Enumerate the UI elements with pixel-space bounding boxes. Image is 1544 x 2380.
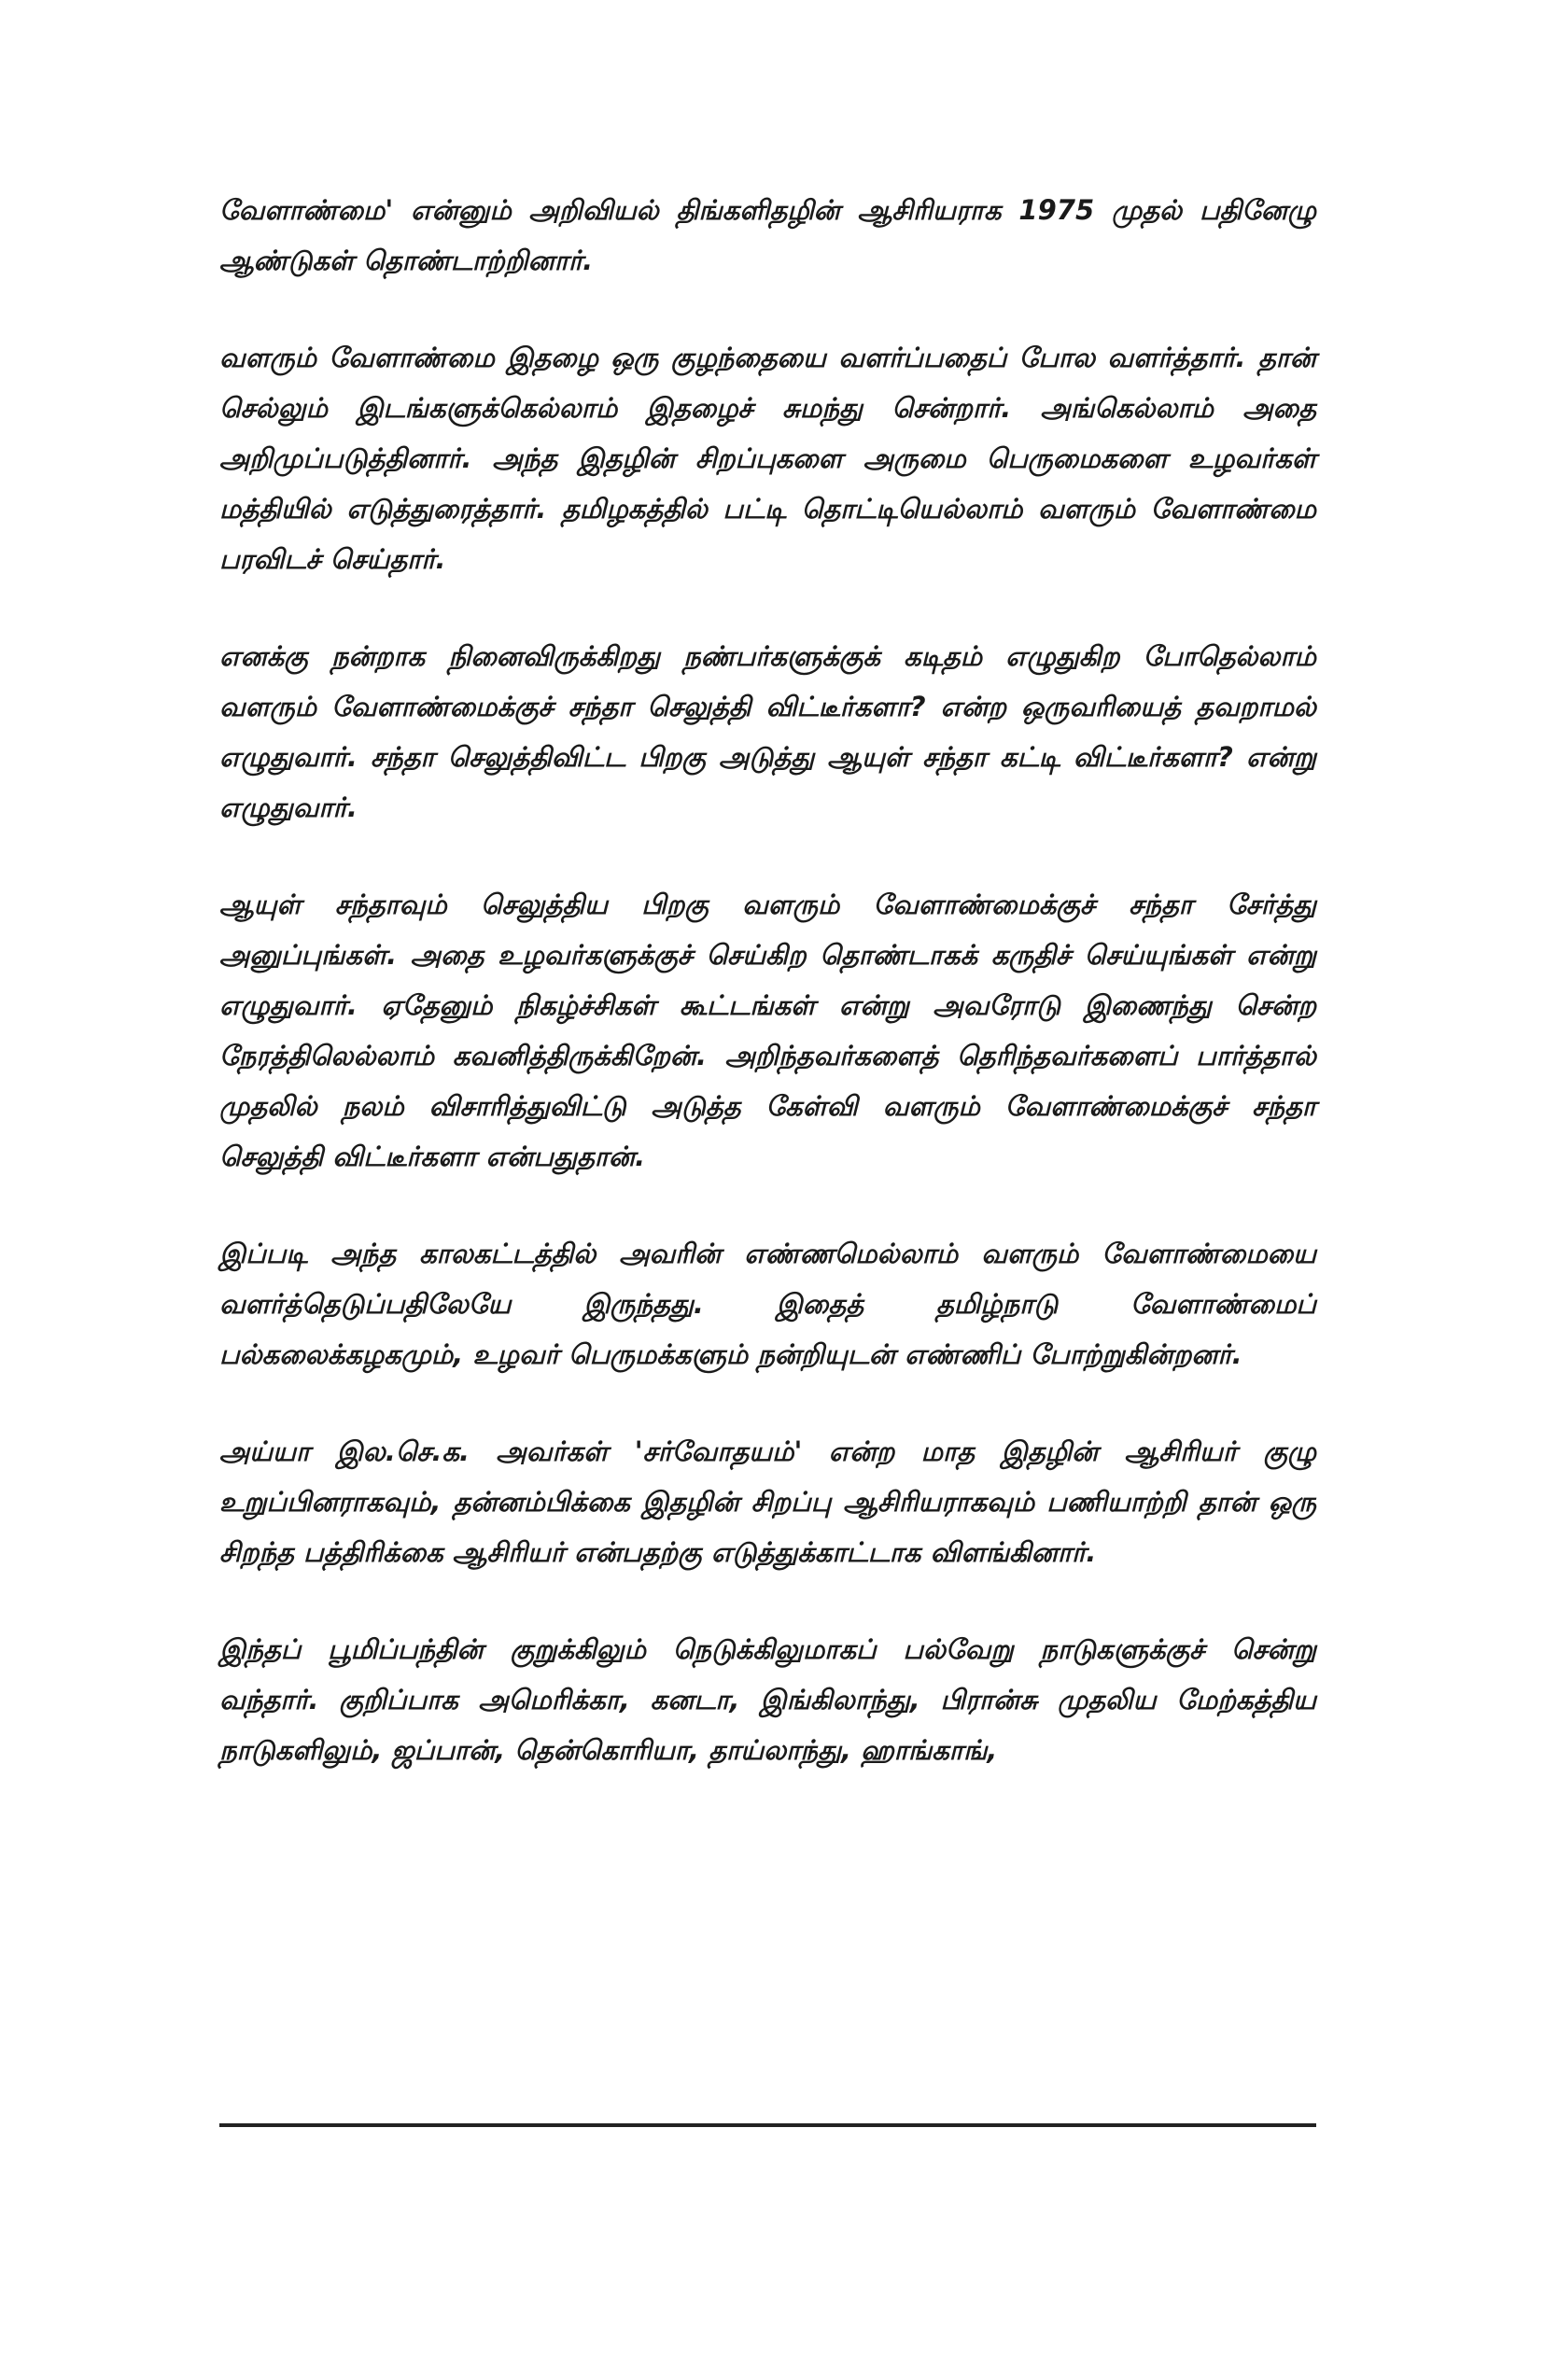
paragraph-2: வளரும் வேளாண்மை இதழை ஒரு குழந்தையை வளர்ப்பதைப் போல வளர்த்தார். தான் செல்லும் இடங்களுக்கெல்லாம் இதழைச் சுமந்து சென்றார். அங்கெல்லாம் அதை அறிமுப்படுத்தினார். அந்த இதழின் சிறப்புகளை அருமை பெருமைகளை உழவர்கள் மத்தியில் எடுத்துரைத்தார். தமிழகத்தில் பட்டி தொட்டியெல்லாம் வளரும் வேளாண்மை பரவிடச் செய்தார்.: [219, 342, 1316, 575]
paragraph-4: ஆயுள் சந்தாவும் செலுத்திய பிறகு வளரும் வேளாண்மைக்குச் சந்தா சேர்த்து அனுப்புங்கள். அதை உழவர்களுக்குச் செய்கிற தொண்டாகக் கருதிச் செய்யுங்கள் என்று எழுதுவார். ஏதேனும் நிகழ்ச்சிகள் கூட்டங்கள் என்று அவரோடு இணைந்து சென்ற நேரத்திலெல்லாம் கவனித்திருக்கிறேன். அறிந்தவர்களைத் தெரிந்தவர்களைப் பார்த்தால் முதலில் நலம் விசாரித்துவிட்டு அடுத்த கேள்வி வளரும் வேளாண்மைக்குச் சந்தா செலுத்தி விட்டீர்களா என்பதுதான்.: [219, 889, 1316, 1172]
paragraph-1: வேளாண்மை' என்னும் அறிவியல் திங்களிதழின் ஆசிரியராக 1975 முதல் பதினேழு ஆண்டுகள் தொண்டாற்றினார்.: [219, 194, 1317, 276]
paragraph-3: எனக்கு நன்றாக நினைவிருக்கிறது நண்பர்களுக்குக் கடிதம் எழுதுகிற போதெல்லாம் வளரும் வேளாண்மைக்குச் சந்தா செலுத்தி விட்டீர்களா? என்ற ஒருவரியைத் தவறாமல் எழுதுவார். சந்தா செலுத்திவிட்ட பிறகு அடுத்து ஆயுள் சந்தா கட்டி விட்டீர்களா? என்று எழுதுவார்.: [219, 640, 1316, 823]
page-body: [219, 185, 1316, 1822]
paragraph-6: அய்யா இல.செ.க. அவர்கள் 'சர்வோதயம்' என்ற மாத இதழின் ஆசிரியர் குழு உறுப்பினராகவும், தன்னம்பிக்கை இதழின் சிறப்பு ஆசிரியராகவும் பணியாற்றி தான் ஒரு சிறந்த பத்திரிக்கை ஆசிரியர் என்பதற்கு எடுத்துக்காட்டாக விளங்கினார்.: [219, 1435, 1316, 1568]
footer-rule: [219, 2123, 1316, 2127]
paragraph-5: இப்படி அந்த காலகட்டத்தில் அவரின் எண்ணமெல்லாம் வளரும் வேளாண்மையை வளர்த்தெடுப்பதிலேயே இருந்தது. இதைத் தமிழ்நாடு வேளாண்மைப் பல்கலைக்கழகமும், உழவர் பெருமக்களும் நன்றியுடன் எண்ணிப் போற்றுகின்றனர்.: [219, 1238, 1316, 1370]
paragraph-7: இந்தப் பூமிப்பந்தின் குறுக்கிலும் நெடுக்கிலுமாகப் பல்வேறு நாடுகளுக்குச் சென்று வந்தார். குறிப்பாக அமெரிக்கா, கனடா, இங்கிலாந்து, பிரான்சு முதலிய மேற்கத்திய நாடுகளிலும், ஜப்பான், தென்கொரியா, தாய்லாந்து, ஹாங்காங்,: [219, 1633, 1316, 1766]
